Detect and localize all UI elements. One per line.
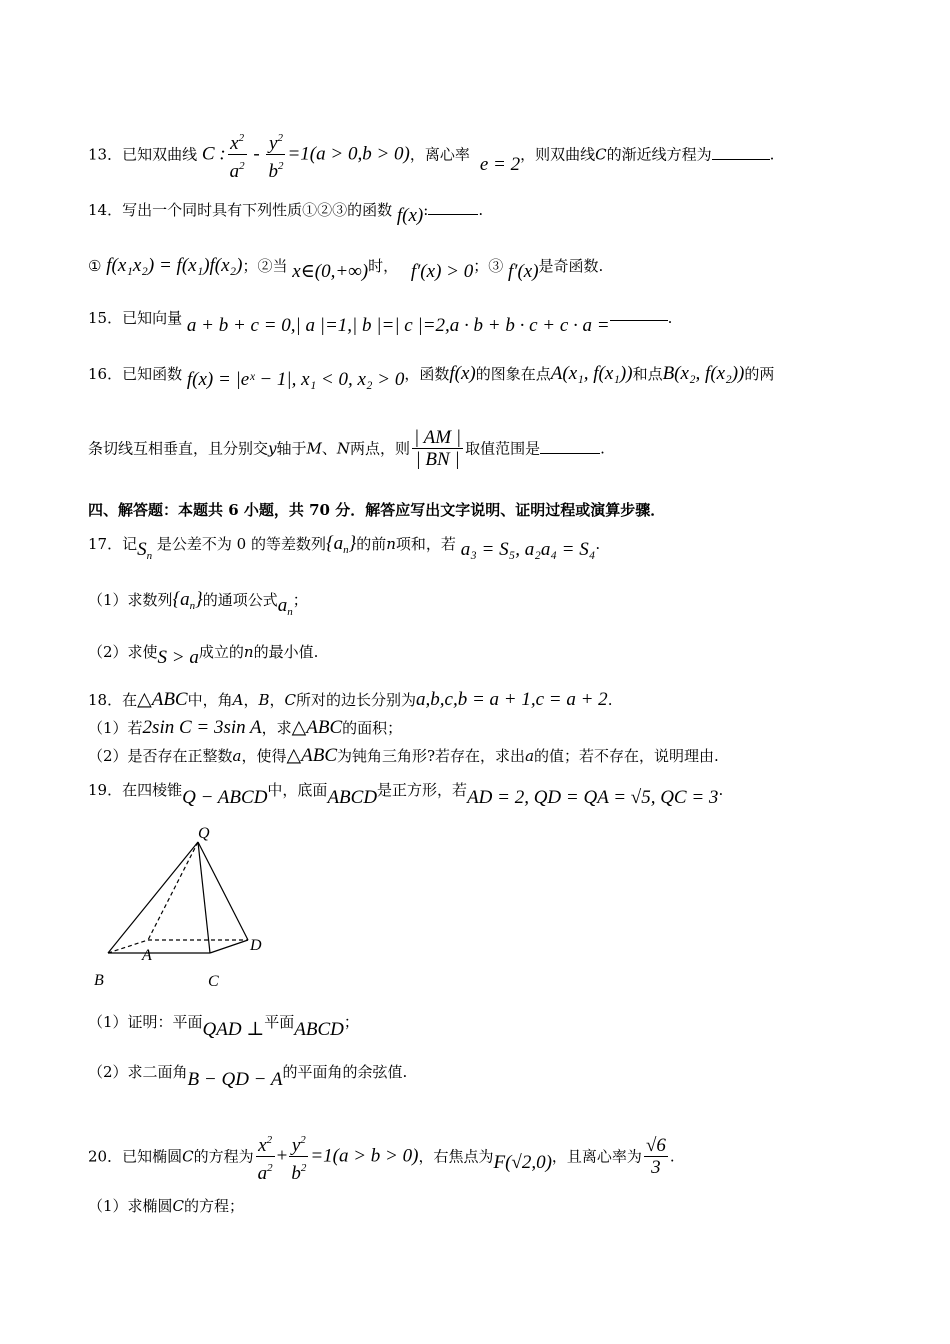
edge-QC	[198, 842, 210, 953]
answer-blank-15[interactable]	[610, 320, 668, 321]
label-D: D	[250, 937, 262, 954]
label-A: A	[142, 947, 152, 964]
question-20: 20．已知椭圆C的方程为 $\frac{x^2}{a^2}$ + $\frac{y^2}{b^2}$ =1(a > b > 0)，右焦点为F(√2,0)，且离心率为 $\frac{√6}{3}$ .	[88, 1130, 675, 1185]
question-16: 16．已知函数 f(x) = |eˣ − 1|, x₁ < 0, x₂ > 0，函数f(x)的图象在点A(x₁, f(x₁))和点B(x₂, f(x₂))的两	[88, 363, 775, 390]
question-17-part2: （2）求使S > a成立的n的最小值.	[88, 643, 319, 668]
question-18: 18．在△ABC中，角A，B，C所对的边长分别为a,b,c,b = a + 1,c = a + 2.	[88, 689, 613, 710]
edge-QA	[148, 842, 198, 940]
edge-QD	[198, 842, 248, 940]
label-Q: Q	[198, 825, 210, 842]
answer-blank-14[interactable]	[428, 214, 478, 215]
question-15: 15．已知向量 a + b + c = 0,| a |=1,| b |=| c |=2,a · b + b · c + c · a = .	[88, 309, 673, 336]
question-20-part1: （1）求椭圆C的方程；	[88, 1197, 245, 1215]
question-18-part1: （1）若2sin C = 3sin A，求△ABC的面积；	[88, 717, 403, 738]
section-heading: 四、解答题：本题共 6 小题，共 70 分．解答应写出文字说明、证明过程或演算步骤．	[88, 501, 666, 519]
question-17: 17．记$S_n$ 是公差不为 0 的等差数列$\{a_n\}$的前n项和，若 a₃ = S₅, a₂a₄ = S₄.	[88, 533, 601, 562]
pyramid-figure	[88, 820, 278, 995]
question-14-properties: ① f(x₁x₂) = f(x₁)f(x₂)；②当 x∈(0,+∞)时， f′(x) > 0；③ f′(x)是奇函数.	[88, 255, 604, 282]
edge-CD	[210, 940, 248, 953]
answer-blank-13[interactable]	[712, 159, 770, 160]
question-19: 19．在四棱锥Q − ABCD中，底面ABCD是正方形，若AD = 2, QD = QA = √5, QC = 3.	[88, 781, 724, 808]
question-13: 13．已知双曲线 C : $\frac{x^2}{a^2}$ - $\frac{y^2}{b^2}$ =1(a > 0,b > 0)，离心率 e = 2，则双曲线C的渐近线方程为 .	[88, 128, 774, 183]
question-16-continued: 条切线互相垂直，且分别交y轴于M、N两点，则 $\frac{| AM |}{| BN |}$ 取值范围是 .	[88, 427, 605, 470]
edge-QB	[108, 842, 198, 953]
question-17-part1: （1）求数列$\{a_n\}$的通项公式$a_n$；	[88, 589, 308, 618]
question-14: 14．写出一个同时具有下列性质①②③的函数 f(x): .	[88, 201, 484, 226]
label-C: C	[208, 973, 219, 990]
question-19-part2: （2）求二面角B − QD − A的平面角的余弦值.	[88, 1063, 408, 1090]
question-19-part1: （1）证明：平面QAD ⊥平面ABCD；	[88, 1013, 359, 1040]
question-18-part2: （2）是否存在正整数a，使得△ABC为钝角三角形?若存在，求出a的值；若不存在，说明理由.	[88, 745, 719, 766]
label-B: B	[94, 972, 104, 989]
answer-blank-16[interactable]	[540, 453, 600, 454]
